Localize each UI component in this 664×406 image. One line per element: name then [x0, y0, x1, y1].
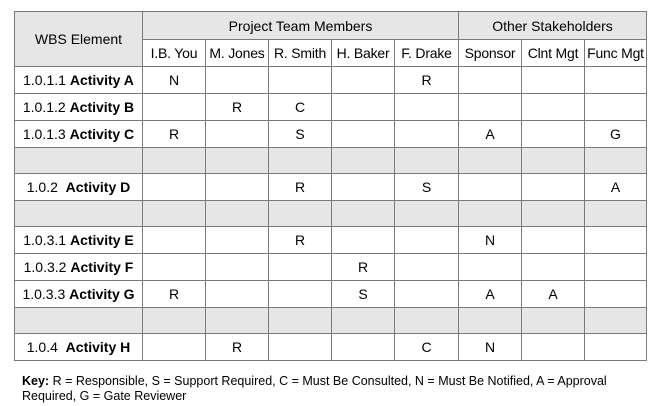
wbs-id: 1.0.3.2 — [23, 259, 67, 275]
table-row — [15, 227, 647, 254]
spacer-cell — [459, 148, 522, 174]
spacer-cell — [143, 201, 206, 227]
spacer-cell — [522, 201, 585, 227]
responsibility-cell — [395, 227, 459, 254]
responsibility-cell — [522, 254, 585, 281]
wbs-cell — [15, 281, 143, 308]
responsibility-cell — [395, 121, 459, 148]
column-header-r-smith: R. Smith — [269, 40, 332, 67]
activity-name: Activity F — [70, 259, 134, 275]
column-header-clnt-mgt: Clnt Mgt — [522, 40, 585, 67]
responsibility-cell — [269, 334, 332, 361]
responsibility-cell: R — [206, 334, 269, 361]
responsibility-cell: G — [585, 121, 647, 148]
table-row — [15, 254, 647, 281]
responsibility-cell — [269, 254, 332, 281]
spacer-cell — [143, 308, 206, 334]
column-header-h-baker: H. Baker — [332, 40, 395, 67]
responsibility-cell: A — [459, 281, 522, 308]
responsibility-cell: C — [395, 334, 459, 361]
spacer-cell — [15, 148, 143, 174]
responsibility-cell — [585, 254, 647, 281]
responsibility-cell — [332, 121, 395, 148]
responsibility-cell — [143, 254, 206, 281]
responsibility-cell — [522, 174, 585, 201]
wbs-id: 1.0.1.1 — [23, 72, 66, 88]
wbs-cell — [15, 94, 143, 121]
responsibility-cell — [459, 174, 522, 201]
spacer-cell — [522, 148, 585, 174]
responsibility-cell: N — [459, 227, 522, 254]
spacer-cell — [395, 308, 459, 334]
responsibility-cell — [206, 254, 269, 281]
spacer-cell — [332, 308, 395, 334]
responsibility-cell — [332, 227, 395, 254]
table-body — [15, 67, 647, 361]
column-header-f-drake: F. Drake — [395, 40, 459, 67]
spacer-cell — [15, 201, 143, 227]
spacer-cell — [459, 201, 522, 227]
key-text: R = Responsible, S = Support Required, C = Must Be Consulted, N = Must Be Notified, A = Approval Required, G = Gate Reviewer — [22, 374, 607, 403]
wbs-cell — [15, 121, 143, 148]
responsibility-cell — [585, 334, 647, 361]
spacer-row — [15, 148, 647, 174]
key-legend — [22, 374, 622, 404]
table-row — [15, 174, 647, 201]
responsibility-cell — [395, 254, 459, 281]
responsibility-cell: R — [143, 121, 206, 148]
responsibility-cell — [459, 254, 522, 281]
responsibility-cell — [522, 227, 585, 254]
wbs-id: 1.0.2 — [26, 179, 58, 195]
spacer-cell — [395, 201, 459, 227]
wbs-cell — [15, 254, 143, 281]
wbs-id: 1.0.1.3 — [22, 126, 66, 142]
column-header-m-jones: M. Jones — [206, 40, 269, 67]
responsibility-cell — [269, 281, 332, 308]
responsibility-cell: R — [206, 94, 269, 121]
wbs-id: 1.0.3.3 — [22, 286, 66, 302]
activity-name: Activity B — [69, 99, 135, 115]
responsibility-cell: S — [332, 281, 395, 308]
responsibility-cell — [269, 67, 332, 94]
spacer-cell — [585, 308, 647, 334]
responsibility-cell — [585, 67, 647, 94]
wbs-id: 1.0.1.2 — [22, 99, 66, 115]
responsibility-cell — [143, 334, 206, 361]
activity-name: Activity E — [69, 232, 134, 248]
column-header-func-mgt: Func Mgt — [585, 40, 647, 67]
wbs-cell — [15, 334, 143, 361]
responsibility-cell: S — [269, 121, 332, 148]
responsibility-cell: R — [269, 227, 332, 254]
spacer-cell — [143, 148, 206, 174]
responsibility-cell — [522, 94, 585, 121]
spacer-cell — [206, 308, 269, 334]
spacer-cell — [459, 308, 522, 334]
responsibility-cell — [585, 227, 647, 254]
spacer-cell — [332, 201, 395, 227]
wbs-element-header: WBS Element — [15, 12, 143, 67]
spacer-cell — [15, 308, 143, 334]
raci-table — [14, 11, 647, 361]
responsibility-cell — [143, 174, 206, 201]
wbs-id: 1.0.4 — [26, 339, 58, 355]
project-team-members-header: Project Team Members — [143, 12, 459, 40]
column-header-ib-you: I.B. You — [143, 40, 206, 67]
wbs-cell — [15, 227, 143, 254]
responsibility-cell: S — [395, 174, 459, 201]
responsibility-cell — [522, 121, 585, 148]
other-stakeholders-header: Other Stakeholders — [459, 12, 647, 40]
responsibility-cell — [459, 67, 522, 94]
responsibility-cell: N — [143, 67, 206, 94]
responsibility-cell: R — [143, 281, 206, 308]
spacer-cell — [585, 201, 647, 227]
raci-matrix — [14, 11, 647, 361]
responsibility-cell — [143, 227, 206, 254]
spacer-cell — [269, 201, 332, 227]
spacer-cell — [522, 308, 585, 334]
wbs-cell — [15, 174, 143, 201]
spacer-cell — [395, 148, 459, 174]
responsibility-cell — [395, 94, 459, 121]
spacer-row — [15, 308, 647, 334]
activity-name: Activity D — [65, 179, 131, 195]
responsibility-cell — [143, 94, 206, 121]
table-row — [15, 334, 647, 361]
responsibility-cell — [585, 281, 647, 308]
spacer-cell — [332, 148, 395, 174]
responsibility-cell — [395, 281, 459, 308]
responsibility-cell: A — [522, 281, 585, 308]
responsibility-cell — [206, 67, 269, 94]
responsibility-cell — [206, 227, 269, 254]
responsibility-cell — [332, 67, 395, 94]
activity-name: Activity H — [65, 339, 131, 355]
responsibility-cell — [332, 94, 395, 121]
key-label: Key: — [22, 374, 50, 388]
responsibility-cell: R — [395, 67, 459, 94]
responsibility-cell — [332, 334, 395, 361]
wbs-id: 1.0.3.1 — [23, 232, 67, 248]
table-row — [15, 281, 647, 308]
spacer-cell — [206, 201, 269, 227]
spacer-cell — [269, 148, 332, 174]
responsibility-cell — [522, 67, 585, 94]
responsibility-cell — [459, 94, 522, 121]
responsibility-cell: R — [332, 254, 395, 281]
responsibility-cell: A — [585, 174, 647, 201]
wbs-cell — [15, 67, 143, 94]
responsibility-cell — [206, 174, 269, 201]
responsibility-cell: C — [269, 94, 332, 121]
responsibility-cell — [206, 281, 269, 308]
responsibility-cell — [206, 121, 269, 148]
responsibility-cell: R — [269, 174, 332, 201]
responsibility-cell — [332, 174, 395, 201]
responsibility-cell — [585, 94, 647, 121]
table-row — [15, 94, 647, 121]
column-header-sponsor: Sponsor — [459, 40, 522, 67]
spacer-cell — [269, 308, 332, 334]
spacer-cell — [585, 148, 647, 174]
responsibility-cell: N — [459, 334, 522, 361]
responsibility-cell: A — [459, 121, 522, 148]
spacer-cell — [206, 148, 269, 174]
table-row — [15, 121, 647, 148]
activity-name: Activity A — [69, 72, 134, 88]
table-row — [15, 67, 647, 94]
activity-name: Activity G — [69, 286, 135, 302]
responsibility-cell — [522, 334, 585, 361]
activity-name: Activity C — [69, 126, 135, 142]
spacer-row — [15, 201, 647, 227]
